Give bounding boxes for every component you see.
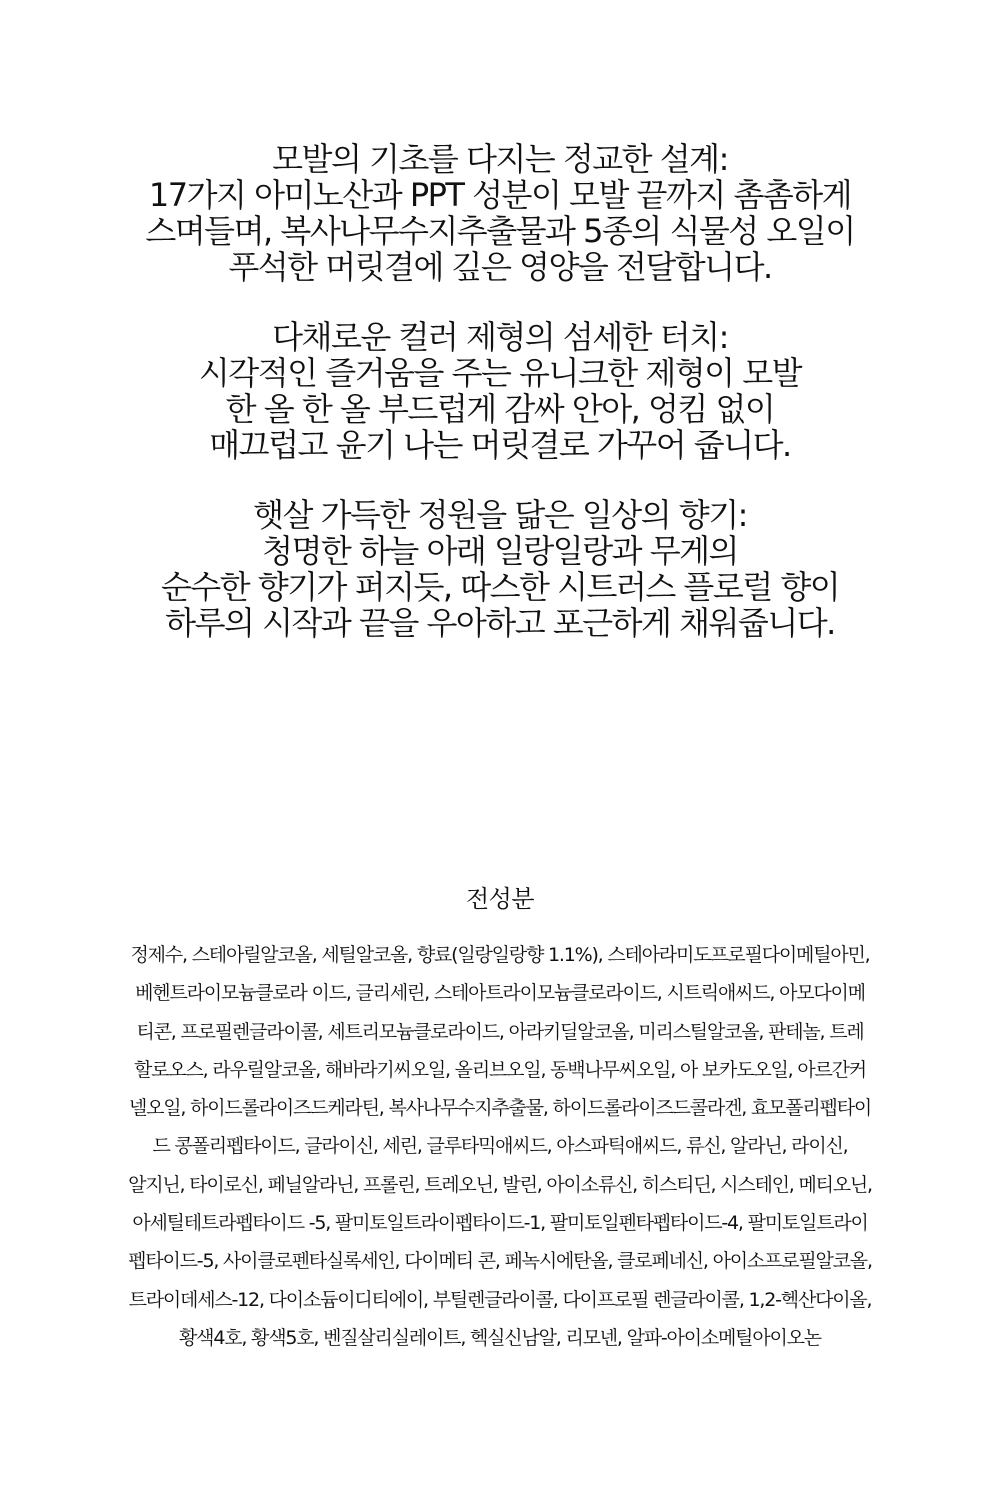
ingredients-line: 티콘, 프로필렌글라이콜, 세트리모늄클로라이드, 아라키딜알코올, 미리스틸알코올, 판테놀, 트레 — [136, 1020, 864, 1043]
ingredients-line: 펩타이드-5, 사이클로펜타실록세인, 다이메티 콘, 페녹시에탄올, 클로페네신, 아이소프로필알코올, — [128, 1250, 872, 1273]
feature-text-line: 매끄럽고 윤기 나는 머릿결로 가꾸어 줍니다. — [209, 426, 791, 464]
feature-block-nourishment — [0, 141, 1000, 285]
feature-block-fragrance — [0, 497, 1000, 641]
ingredients-section — [0, 884, 1000, 1357]
ingredients-line: 드 콩폴리펩타이드, 글라이신, 세린, 글루타믹애씨드, 아스파틱애씨드, 류신, 알라닌, 라이신, — [152, 1135, 848, 1158]
feature-text-line: 한 올 한 올 부드럽게 감싸 안아, 엉킴 없이 — [225, 390, 775, 428]
ingredients-line: 할로오스, 라우릴알코올, 해바라기씨오일, 올리브오일, 동백나무씨오일, 아 보카도오일, 아르간커 — [134, 1058, 866, 1081]
product-features — [0, 141, 1000, 675]
ingredients-title: 전성분 — [465, 885, 535, 913]
ingredients-line: 베헨트라이모늄클로라 이드, 글리세린, 스테아트라이모늄클로라이드, 시트릭애씨드, 아모다이메 — [135, 982, 865, 1005]
ingredients-list — [0, 936, 1000, 1357]
feature-heading: 모발의 기초를 다지는 정교한 설계: — [272, 140, 728, 178]
ingredients-line: 트라이데세스-12, 다이소듐이디티에이, 부틸렌글라이콜, 다이프로필 렌글라이콜, 1,2-헥산다이올, — [128, 1288, 872, 1311]
ingredients-line: 정제수, 스테아릴알코올, 세틸알코올, 향료(일랑일랑향 1.1%), 스테아라미도프로필다이메틸아민, — [130, 944, 870, 966]
feature-text-line: 17가지 아미노산과 PPT 성분이 모발 끝까지 촘촘하게 — [148, 176, 852, 214]
ingredients-line: 황색4호, 황색5호, 벤질살리실레이트, 헥실신남알, 리모넨, 알파-아이소메틸아이오논 — [179, 1326, 821, 1349]
ingredients-line: 알지닌, 타이로신, 페닐알라닌, 프롤린, 트레오닌, 발린, 아이소류신, 히스티딘, 시스테인, 메티오닌, — [128, 1173, 872, 1196]
feature-block-texture — [0, 319, 1000, 463]
ingredients-line: 넬오일, 하이드롤라이즈드케라틴, 복사나무수지추출물, 하이드롤라이즈드콜라겐, 효모폴리펩타이 — [128, 1097, 872, 1120]
feature-text-line: 청명한 하늘 아래 일랑일랑과 무게의 — [262, 532, 738, 570]
feature-text-line: 시각적인 즐거움을 주는 유니크한 제형이 모발 — [198, 354, 802, 392]
feature-text-line: 순수한 향기가 퍼지듯, 따스한 시트러스 플로럴 향이 — [160, 568, 840, 606]
feature-heading: 햇살 가득한 정원을 닮은 일상의 향기: — [253, 496, 747, 534]
feature-text-line: 푸석한 머릿결에 깊은 영양을 전달합니다. — [228, 248, 772, 286]
feature-text-line: 스며들며, 복사나무수지추출물과 5종의 식물성 오일이 — [145, 212, 855, 250]
ingredients-line: 아세틸테트라펩타이드 -5, 팔미토일트라이펩타이드-1, 팔미토일펜타펩타이드-4, 팔미토일트라이 — [132, 1212, 868, 1235]
feature-heading: 다채로운 컬러 제형의 섬세한 터치: — [272, 318, 728, 356]
feature-text-line: 하루의 시작과 끝을 우아하고 포근하게 채워줍니다. — [165, 604, 835, 642]
